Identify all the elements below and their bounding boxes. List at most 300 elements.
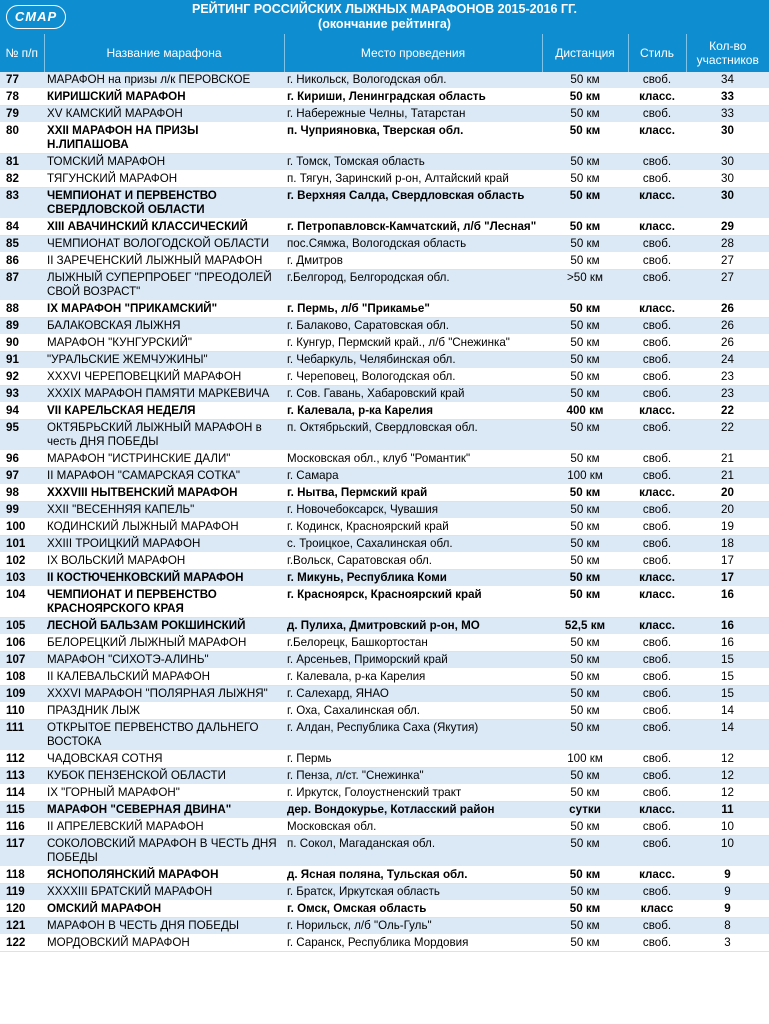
cell-count: 21: [686, 451, 769, 468]
table-row: [0, 901, 769, 918]
cell-style: своб.: [628, 352, 686, 369]
cell-place: г. Красноярск, Красноярский край: [284, 587, 542, 618]
cell-style: своб.: [628, 768, 686, 785]
cell-place: г. Калевала, р-ка Карелия: [284, 403, 542, 420]
cell-count: 16: [686, 618, 769, 635]
page-subtitle: (окончание рейтинга): [318, 17, 451, 31]
cell-num: 110: [0, 703, 44, 720]
cell-place: г. Кодинск, Красноярский край: [284, 519, 542, 536]
cell-distance: 50 км: [542, 89, 628, 106]
cell-style: класс.: [628, 587, 686, 618]
cell-place: п. Тягун, Заринский р-он, Алтайский край: [284, 171, 542, 188]
cell-count: 16: [686, 635, 769, 652]
cell-place: г.Белорецк, Башкортостан: [284, 635, 542, 652]
table-row: [0, 720, 769, 751]
cell-distance: 50 км: [542, 123, 628, 154]
table-row: [0, 154, 769, 171]
cell-name: КОДИНСКИЙ ЛЫЖНЫЙ МАРАФОН: [44, 519, 284, 536]
cell-name: II АПРЕЛЕВСКИЙ МАРАФОН: [44, 819, 284, 836]
cell-distance: 50 км: [542, 652, 628, 669]
cell-count: 15: [686, 686, 769, 703]
cell-distance: 50 км: [542, 901, 628, 918]
cell-distance: 50 км: [542, 553, 628, 570]
table-row: [0, 918, 769, 935]
cell-count: 29: [686, 219, 769, 236]
smar-logo: СМАР: [6, 5, 66, 29]
cell-style: своб.: [628, 318, 686, 335]
cell-num: 111: [0, 720, 44, 751]
cell-name: ОТКРЫТОЕ ПЕРВЕНСТВО ДАЛЬНЕГО ВОСТОКА: [44, 720, 284, 751]
cell-count: 27: [686, 270, 769, 301]
table-row: [0, 519, 769, 536]
table-row: [0, 867, 769, 884]
cell-num: 80: [0, 123, 44, 154]
cell-num: 83: [0, 188, 44, 219]
cell-num: 96: [0, 451, 44, 468]
cell-style: класс.: [628, 802, 686, 819]
cell-place: г. Омск, Омская область: [284, 901, 542, 918]
cell-count: 30: [686, 188, 769, 219]
cell-place: г. Чебаркуль, Челябинская обл.: [284, 352, 542, 369]
cell-distance: 50 км: [542, 785, 628, 802]
cell-count: 15: [686, 669, 769, 686]
cell-distance: 50 км: [542, 335, 628, 352]
cell-name: БАЛАКОВСКАЯ ЛЫЖНЯ: [44, 318, 284, 335]
cell-distance: 100 км: [542, 468, 628, 485]
table-row: [0, 352, 769, 369]
cell-distance: 50 км: [542, 918, 628, 935]
cell-style: класс.: [628, 89, 686, 106]
cell-name: ЧЕМПИОНАТ ВОЛОГОДСКОЙ ОБЛАСТИ: [44, 236, 284, 253]
cell-count: 12: [686, 768, 769, 785]
cell-place: п. Сокол, Магаданская обл.: [284, 836, 542, 867]
cell-distance: 50 км: [542, 836, 628, 867]
cell-place: г. Саранск, Республика Мордовия: [284, 935, 542, 952]
cell-place: г. Микунь, Республика Коми: [284, 570, 542, 587]
cell-place: г. Салехард, ЯНАО: [284, 686, 542, 703]
cell-count: 11: [686, 802, 769, 819]
cell-distance: 50 км: [542, 352, 628, 369]
cell-name: II МАРАФОН "САМАРСКАЯ СОТКА": [44, 468, 284, 485]
column-header-distance: Дистанция: [542, 34, 628, 72]
cell-place: г. Нытва, Пермский край: [284, 485, 542, 502]
cell-distance: >50 км: [542, 270, 628, 301]
cell-num: 115: [0, 802, 44, 819]
cell-num: 116: [0, 819, 44, 836]
column-header-num: № п/п: [0, 34, 44, 72]
cell-count: 14: [686, 703, 769, 720]
cell-name: БЕЛОРЕЦКИЙ ЛЫЖНЫЙ МАРАФОН: [44, 635, 284, 652]
cell-num: 99: [0, 502, 44, 519]
cell-place: г. Калевала, р-ка Карелия: [284, 669, 542, 686]
cell-place: п. Чуприяновка, Тверская обл.: [284, 123, 542, 154]
cell-style: своб.: [628, 669, 686, 686]
cell-num: 103: [0, 570, 44, 587]
table-row: [0, 219, 769, 236]
cell-name: МОРДОВСКИЙ МАРАФОН: [44, 935, 284, 952]
cell-num: 113: [0, 768, 44, 785]
table-row: [0, 188, 769, 219]
cell-place: г. Братск, Иркутская область: [284, 884, 542, 901]
title-block: [0, 2, 769, 32]
cell-count: 21: [686, 468, 769, 485]
cell-num: 122: [0, 935, 44, 952]
cell-place: г. Иркутск, Голоустненский тракт: [284, 785, 542, 802]
table-row: [0, 485, 769, 502]
table-row: [0, 502, 769, 519]
cell-distance: 50 км: [542, 703, 628, 720]
cell-count: 23: [686, 386, 769, 403]
column-header-count: Кол-во участников: [686, 34, 769, 72]
cell-distance: 50 км: [542, 502, 628, 519]
cell-style: своб.: [628, 703, 686, 720]
cell-style: своб.: [628, 819, 686, 836]
cell-num: 104: [0, 587, 44, 618]
cell-style: своб.: [628, 652, 686, 669]
cell-style: класс.: [628, 219, 686, 236]
cell-count: 34: [686, 72, 769, 89]
cell-distance: 50 км: [542, 219, 628, 236]
cell-name: VII КАРЕЛЬСКАЯ НЕДЕЛЯ: [44, 403, 284, 420]
cell-place: п. Октябрьский, Свердловская обл.: [284, 420, 542, 451]
cell-style: класс.: [628, 403, 686, 420]
cell-place: г. Сов. Гавань, Хабаровский край: [284, 386, 542, 403]
cell-num: 105: [0, 618, 44, 635]
cell-distance: 50 км: [542, 686, 628, 703]
cell-num: 91: [0, 352, 44, 369]
cell-style: класс.: [628, 485, 686, 502]
cell-distance: 50 км: [542, 72, 628, 89]
cell-name: "УРАЛЬСКИЕ ЖЕМЧУЖИНЫ": [44, 352, 284, 369]
cell-distance: 50 км: [542, 935, 628, 952]
cell-place: Московская обл., клуб "Романтик": [284, 451, 542, 468]
cell-count: 28: [686, 236, 769, 253]
table-row: [0, 703, 769, 720]
cell-count: 15: [686, 652, 769, 669]
cell-name: XXIII ТРОИЦКИЙ МАРАФОН: [44, 536, 284, 553]
column-header-name: Название марафона: [44, 34, 284, 72]
cell-place: д. Пулиха, Дмитровский р-он, МО: [284, 618, 542, 635]
cell-style: своб.: [628, 369, 686, 386]
cell-name: II КОСТЮЧЕНКОВСКИЙ МАРАФОН: [44, 570, 284, 587]
cell-place: г. Пермь: [284, 751, 542, 768]
table-row: [0, 318, 769, 335]
cell-count: 30: [686, 123, 769, 154]
cell-name: ПРАЗДНИК ЛЫЖ: [44, 703, 284, 720]
table-row: [0, 669, 769, 686]
cell-style: своб.: [628, 686, 686, 703]
cell-style: своб.: [628, 72, 686, 89]
cell-name: ТЯГУНСКИЙ МАРАФОН: [44, 171, 284, 188]
cell-count: 12: [686, 751, 769, 768]
page-title: РЕЙТИНГ РОССИЙСКИХ ЛЫЖНЫХ МАРАФОНОВ 2015-2016 ГГ.: [192, 2, 577, 16]
cell-distance: 50 км: [542, 420, 628, 451]
table-row: [0, 451, 769, 468]
cell-place: г. Норильск, л/б "Оль-Гуль": [284, 918, 542, 935]
cell-distance: 50 км: [542, 884, 628, 901]
cell-distance: 50 км: [542, 106, 628, 123]
cell-num: 101: [0, 536, 44, 553]
cell-name: XXXIX МАРАФОН ПАМЯТИ МАРКЕВИЧА: [44, 386, 284, 403]
cell-num: 95: [0, 420, 44, 451]
cell-num: 100: [0, 519, 44, 536]
cell-name: МАРАФОН "ИСТРИНСКИЕ ДАЛИ": [44, 451, 284, 468]
cell-name: МАРАФОН "КУНГУРСКИЙ": [44, 335, 284, 352]
cell-num: 82: [0, 171, 44, 188]
cell-distance: 50 км: [542, 720, 628, 751]
cell-count: 27: [686, 253, 769, 270]
table-body: [0, 72, 769, 952]
cell-style: своб.: [628, 553, 686, 570]
cell-style: класс.: [628, 123, 686, 154]
cell-style: своб.: [628, 154, 686, 171]
cell-name: МАРАФОН "СИХОТЭ-АЛИНЬ": [44, 652, 284, 669]
cell-place: г. Пермь, л/б "Прикамье": [284, 301, 542, 318]
cell-num: 102: [0, 553, 44, 570]
cell-place: г. Алдан, Республика Саха (Якутия): [284, 720, 542, 751]
cell-style: класс.: [628, 618, 686, 635]
cell-num: 85: [0, 236, 44, 253]
cell-place: г. Петропавловск-Камчатский, л/б "Лесная": [284, 219, 542, 236]
cell-num: 112: [0, 751, 44, 768]
cell-num: 107: [0, 652, 44, 669]
cell-name: XIII АВАЧИНСКИЙ КЛАССИЧЕСКИЙ: [44, 219, 284, 236]
cell-count: 8: [686, 918, 769, 935]
cell-num: 114: [0, 785, 44, 802]
cell-name: СОКОЛОВСКИЙ МАРАФОН В ЧЕСТЬ ДНЯ ПОБЕДЫ: [44, 836, 284, 867]
table-row: [0, 386, 769, 403]
cell-count: 10: [686, 819, 769, 836]
cell-style: своб.: [628, 451, 686, 468]
table-row: [0, 836, 769, 867]
cell-style: своб.: [628, 420, 686, 451]
table-row: [0, 270, 769, 301]
cell-count: 26: [686, 301, 769, 318]
cell-num: 88: [0, 301, 44, 318]
cell-place: г. Дмитров: [284, 253, 542, 270]
table-header-row: [0, 34, 769, 72]
cell-name: XXXVI ЧЕРЕПОВЕЦКИЙ МАРАФОН: [44, 369, 284, 386]
cell-count: 14: [686, 720, 769, 751]
cell-style: своб.: [628, 253, 686, 270]
cell-place: с. Троицкое, Сахалинская обл.: [284, 536, 542, 553]
cell-style: своб.: [628, 836, 686, 867]
cell-count: 26: [686, 318, 769, 335]
cell-place: г.Вольск, Саратовская обл.: [284, 553, 542, 570]
table-row: [0, 587, 769, 618]
cell-num: 90: [0, 335, 44, 352]
cell-num: 92: [0, 369, 44, 386]
cell-num: 87: [0, 270, 44, 301]
cell-place: г. Кунгур, Пермский край., л/б "Снежинка": [284, 335, 542, 352]
cell-name: IX МАРАФОН "ПРИКАМСКИЙ": [44, 301, 284, 318]
cell-place: г. Набережные Челны, Татарстан: [284, 106, 542, 123]
cell-distance: 100 км: [542, 751, 628, 768]
table-row: [0, 369, 769, 386]
cell-name: XXII МАРАФОН НА ПРИЗЫ Н.ЛИПАШОВА: [44, 123, 284, 154]
cell-place: г. Арсеньев, Приморский край: [284, 652, 542, 669]
cell-num: 118: [0, 867, 44, 884]
cell-count: 12: [686, 785, 769, 802]
cell-style: своб.: [628, 502, 686, 519]
cell-name: ЛЕСНОЙ БАЛЬЗАМ РОКШИНСКИЙ: [44, 618, 284, 635]
cell-distance: 50 км: [542, 253, 628, 270]
cell-place: дер. Вондокурье, Котласский район: [284, 802, 542, 819]
cell-num: 93: [0, 386, 44, 403]
cell-distance: 50 км: [542, 236, 628, 253]
cell-count: 33: [686, 89, 769, 106]
cell-name: МАРАФОН В ЧЕСТЬ ДНЯ ПОБЕДЫ: [44, 918, 284, 935]
cell-style: класс.: [628, 570, 686, 587]
cell-name: XXII "ВЕСЕННЯЯ КАПЕЛЬ": [44, 502, 284, 519]
cell-count: 17: [686, 570, 769, 587]
cell-style: своб.: [628, 536, 686, 553]
table-row: [0, 106, 769, 123]
cell-count: 24: [686, 352, 769, 369]
cell-name: II КАЛЕВАЛЬСКИЙ МАРАФОН: [44, 669, 284, 686]
cell-num: 79: [0, 106, 44, 123]
cell-name: ОМСКИЙ МАРАФОН: [44, 901, 284, 918]
cell-name: XV КАМСКИЙ МАРАФОН: [44, 106, 284, 123]
table-row: [0, 785, 769, 802]
table-row: [0, 420, 769, 451]
cell-num: 84: [0, 219, 44, 236]
cell-count: 30: [686, 154, 769, 171]
cell-count: 22: [686, 420, 769, 451]
cell-place: г.Белгород, Белгородская обл.: [284, 270, 542, 301]
cell-style: своб.: [628, 171, 686, 188]
cell-count: 23: [686, 369, 769, 386]
cell-num: 108: [0, 669, 44, 686]
cell-distance: 50 км: [542, 819, 628, 836]
cell-style: класс: [628, 901, 686, 918]
cell-name: XXXVI МАРАФОН "ПОЛЯРНАЯ ЛЫЖНЯ": [44, 686, 284, 703]
cell-name: МАРАФОН на призы л/к ПЕРОВСКОЕ: [44, 72, 284, 89]
cell-count: 20: [686, 502, 769, 519]
cell-distance: 50 км: [542, 451, 628, 468]
cell-style: своб.: [628, 884, 686, 901]
cell-num: 98: [0, 485, 44, 502]
cell-style: своб.: [628, 468, 686, 485]
table-row: [0, 335, 769, 352]
cell-place: г. Новочебоксарск, Чувашия: [284, 502, 542, 519]
table-row: [0, 751, 769, 768]
cell-num: 89: [0, 318, 44, 335]
cell-place: д. Ясная поляна, Тульская обл.: [284, 867, 542, 884]
cell-num: 77: [0, 72, 44, 89]
cell-num: 81: [0, 154, 44, 171]
cell-place: г. Череповец, Вологодская обл.: [284, 369, 542, 386]
cell-place: г. Самара: [284, 468, 542, 485]
cell-distance: 50 км: [542, 519, 628, 536]
cell-distance: 50 км: [542, 485, 628, 502]
table-row: [0, 553, 769, 570]
cell-name: ЯСНОПОЛЯНСКИЙ МАРАФОН: [44, 867, 284, 884]
table-row: [0, 301, 769, 318]
column-header-place: Место проведения: [284, 34, 542, 72]
cell-distance: 50 км: [542, 867, 628, 884]
cell-style: своб.: [628, 270, 686, 301]
cell-name: МАРАФОН "СЕВЕРНАЯ ДВИНА": [44, 802, 284, 819]
cell-style: своб.: [628, 720, 686, 751]
cell-name: КИРИШСКИЙ МАРАФОН: [44, 89, 284, 106]
table-row: [0, 819, 769, 836]
table-row: [0, 618, 769, 635]
cell-count: 33: [686, 106, 769, 123]
cell-count: 19: [686, 519, 769, 536]
cell-style: класс.: [628, 301, 686, 318]
cell-name: КУБОК ПЕНЗЕНСКОЙ ОБЛАСТИ: [44, 768, 284, 785]
cell-name: ЧЕМПИОНАТ И ПЕРВЕНСТВО КРАСНОЯРСКОГО КРАЯ: [44, 587, 284, 618]
cell-distance: 50 км: [542, 536, 628, 553]
cell-name: IX ВОЛЬСКИЙ МАРАФОН: [44, 553, 284, 570]
cell-place: г. Томск, Томская область: [284, 154, 542, 171]
table-row: [0, 253, 769, 270]
table-row: [0, 635, 769, 652]
cell-style: своб.: [628, 635, 686, 652]
table-row: [0, 768, 769, 785]
cell-num: 94: [0, 403, 44, 420]
cell-count: 9: [686, 884, 769, 901]
cell-place: Московская обл.: [284, 819, 542, 836]
table-row: [0, 802, 769, 819]
cell-distance: сутки: [542, 802, 628, 819]
cell-distance: 50 км: [542, 669, 628, 686]
cell-distance: 400 км: [542, 403, 628, 420]
cell-distance: 50 км: [542, 188, 628, 219]
cell-count: 16: [686, 587, 769, 618]
table-row: [0, 123, 769, 154]
cell-num: 121: [0, 918, 44, 935]
table-row: [0, 686, 769, 703]
cell-name: IX "ГОРНЫЙ МАРАФОН": [44, 785, 284, 802]
cell-name: ТОМСКИЙ МАРАФОН: [44, 154, 284, 171]
cell-count: 22: [686, 403, 769, 420]
cell-distance: 50 км: [542, 386, 628, 403]
cell-style: своб.: [628, 785, 686, 802]
cell-num: 117: [0, 836, 44, 867]
table-row: [0, 884, 769, 901]
cell-name: ОКТЯБРЬСКИЙ ЛЫЖНЫЙ МАРАФОН в честь ДНЯ ПОБЕДЫ: [44, 420, 284, 451]
table-row: [0, 403, 769, 420]
cell-place: г. Верхняя Салда, Свердловская область: [284, 188, 542, 219]
table-row: [0, 536, 769, 553]
cell-style: своб.: [628, 935, 686, 952]
cell-style: своб.: [628, 519, 686, 536]
cell-count: 9: [686, 901, 769, 918]
cell-distance: 52,5 км: [542, 618, 628, 635]
table-row: [0, 72, 769, 89]
table-row: [0, 171, 769, 188]
table-row: [0, 935, 769, 952]
cell-distance: 50 км: [542, 570, 628, 587]
cell-place: г. Кириши, Ленинградская область: [284, 89, 542, 106]
cell-name: ЧАДОВСКАЯ СОТНЯ: [44, 751, 284, 768]
table-row: [0, 652, 769, 669]
cell-count: 18: [686, 536, 769, 553]
cell-count: 26: [686, 335, 769, 352]
cell-count: 20: [686, 485, 769, 502]
table-row: [0, 236, 769, 253]
cell-name: ЛЫЖНЫЙ СУПЕРПРОБЕГ "ПРЕОДОЛЕЙ СВОЙ ВОЗРАСТ": [44, 270, 284, 301]
cell-count: 3: [686, 935, 769, 952]
column-header-style: Стиль: [628, 34, 686, 72]
cell-count: 30: [686, 171, 769, 188]
cell-place: г. Никольск, Вологодская обл.: [284, 72, 542, 89]
cell-count: 17: [686, 553, 769, 570]
cell-place: г. Пенза, л/ст. "Снежинка": [284, 768, 542, 785]
cell-distance: 50 км: [542, 768, 628, 785]
